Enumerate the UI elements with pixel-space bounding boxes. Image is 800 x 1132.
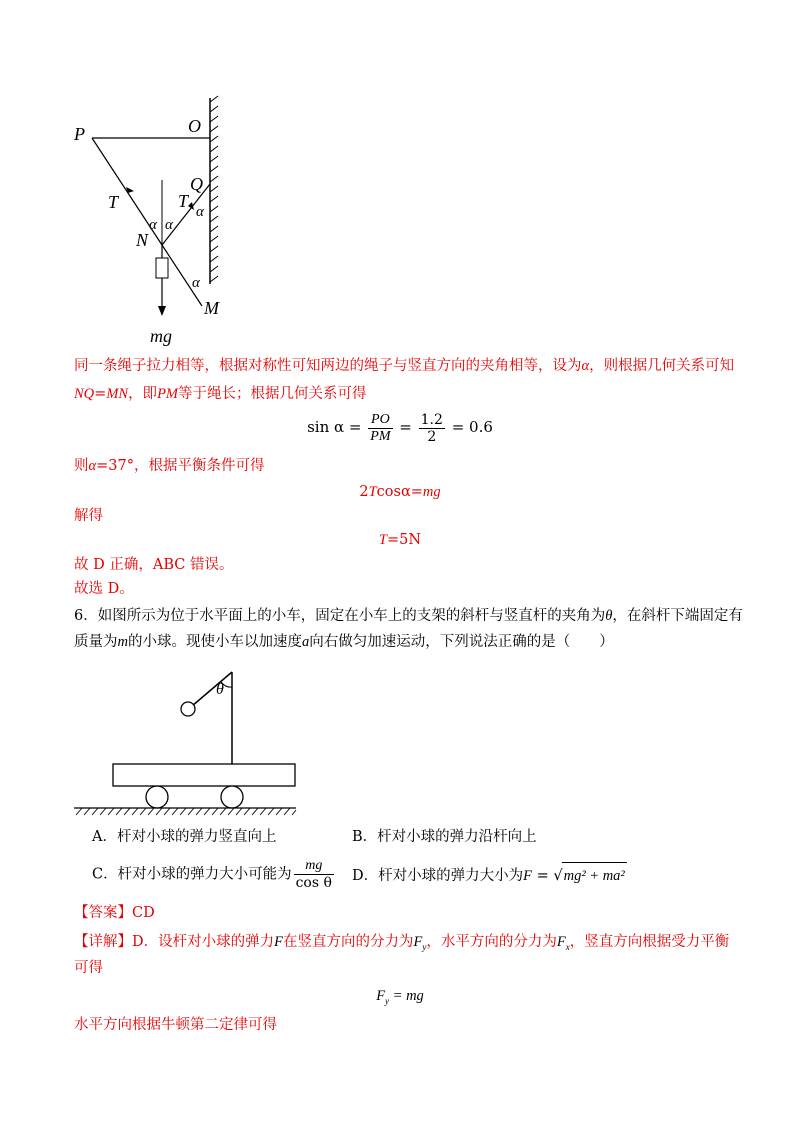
text: 等于绳长；根据几何关系可得 (178, 386, 367, 402)
equation-fy-mg (0, 986, 800, 1011)
eq-text: = 0.6 (451, 418, 493, 436)
wheel-left (146, 786, 168, 808)
text: ，竖直方向根据受力平衡 (569, 934, 730, 950)
text: = (94, 386, 107, 402)
equation-sin-alpha (0, 410, 800, 445)
f: F (556, 934, 566, 950)
alpha-symbol: α (88, 458, 97, 474)
solution-line-2 (74, 384, 367, 404)
label-alpha-1: α (149, 217, 157, 233)
text: 6．如图所示为位于水平面上的小车，固定在小车上的支架的斜杆与竖直杆的夹角为 (74, 608, 606, 624)
label-T-left: T (108, 192, 119, 212)
text: cosα= (376, 484, 423, 500)
text: =37°，根据平衡条件可得 (96, 458, 265, 474)
text: 2 (359, 484, 369, 500)
text: = (531, 868, 554, 884)
label-alpha-3: α (196, 204, 204, 220)
sub-y: y (385, 995, 390, 1006)
text: ，则根据几何关系可知 (589, 358, 735, 374)
rope-wall-diagram (60, 92, 260, 352)
equation-2tcos (0, 482, 800, 502)
label-M: M (204, 298, 219, 318)
fy-symbol (413, 934, 426, 950)
sub-y: y (422, 941, 427, 952)
solution-line-4: 解得 (74, 508, 103, 524)
f: F (376, 988, 386, 1004)
ball (181, 702, 195, 716)
text: 同一条绳子拉力相等，根据对称性可知两边的绳子与竖直方向的夹角相等，设为 (74, 358, 582, 374)
m-symbol: m (117, 634, 128, 650)
denominator: 2 (427, 428, 437, 445)
fraction-po-pm (368, 412, 392, 445)
solution-line-1 (74, 356, 734, 376)
detail-label: 【详解】 (74, 934, 132, 950)
cart-body (113, 764, 295, 786)
option-a[interactable]: A．杆对小球的弹力竖直向上 (92, 829, 277, 845)
answer-line (74, 903, 155, 923)
text: 向右做匀加速运动，下列说法正确的是（ ） (309, 634, 614, 650)
denominator: cos θ (295, 875, 332, 891)
solution-line-6: 故选 D。 (74, 581, 134, 597)
text: 在竖直方向的分力为 (282, 934, 414, 950)
mn-symbol: MN (106, 386, 129, 402)
text: 则 (74, 458, 89, 474)
wheel-right (221, 786, 243, 808)
label-O: O (188, 116, 201, 136)
f-symbol: F (523, 868, 532, 884)
fx-symbol (557, 934, 570, 950)
text: 质量为 (74, 634, 118, 650)
text: 的小球。现使小车以加速度 (127, 634, 302, 650)
label-Q: Q (190, 174, 203, 194)
nq-symbol: NQ (74, 386, 95, 402)
detail-line-2: 可得 (74, 960, 103, 976)
t-symbol: T (368, 484, 377, 500)
t-symbol: T (378, 532, 387, 548)
f: F (413, 934, 423, 950)
fraction-values (419, 412, 445, 445)
text: ，水平方向的分力为 (426, 934, 557, 950)
label-theta: θ (216, 681, 224, 698)
text: = mg (389, 988, 424, 1004)
numerator: mg (294, 858, 334, 875)
denominator: PM (370, 428, 391, 444)
eq-text: = (399, 418, 412, 436)
solution-line-3 (74, 456, 264, 476)
option-b[interactable]: B．杆对小球的弹力沿杆向上 (352, 829, 537, 845)
text: D．设杆对小球的弹力 (132, 934, 275, 950)
question-6-stem-1 (74, 606, 743, 626)
label-alpha-2: α (165, 217, 173, 233)
numerator: 1.2 (420, 411, 443, 428)
label-mg: mg (150, 326, 172, 346)
answer-label: 【答案】 (74, 905, 132, 921)
option-d[interactable] (352, 862, 627, 889)
mg-symbol: mg (422, 484, 441, 500)
label-N: N (136, 230, 149, 250)
pm-symbol: PM (157, 386, 178, 402)
question-6-stem-2 (74, 632, 614, 652)
sqrt-sign: √ (553, 868, 563, 884)
f-symbol: F (274, 934, 283, 950)
text: D．杆对小球的弹力大小为 (352, 868, 524, 884)
numerator: PO (368, 412, 392, 429)
answer-value: CD (132, 905, 155, 921)
text: =5N (387, 532, 422, 548)
eq-text: sin α = (307, 418, 362, 436)
detail-line-last: 水平方向根据牛顿第二定律可得 (74, 1017, 277, 1033)
a-symbol: a (301, 634, 310, 650)
fraction-mg-cos (294, 858, 334, 891)
equation-t-result (0, 530, 800, 550)
cart-diagram (70, 660, 310, 820)
text: ，即 (128, 386, 158, 402)
label-alpha-4: α (192, 275, 200, 291)
option-c[interactable] (92, 858, 336, 891)
alpha-symbol: α (581, 358, 590, 374)
text: ，在斜杆下端固定有 (612, 608, 743, 624)
radicand: mg² + ma² (562, 862, 627, 889)
solution-line-5: 故 D 正确，ABC 错误。 (74, 557, 234, 573)
text: C．杆对小球的弹力大小可能为 (92, 866, 292, 883)
label-T-right: T (178, 191, 189, 211)
detail-line-1 (74, 932, 729, 957)
label-P: P (74, 124, 85, 144)
theta-symbol: θ (605, 608, 613, 624)
sub-x: x (565, 941, 570, 952)
